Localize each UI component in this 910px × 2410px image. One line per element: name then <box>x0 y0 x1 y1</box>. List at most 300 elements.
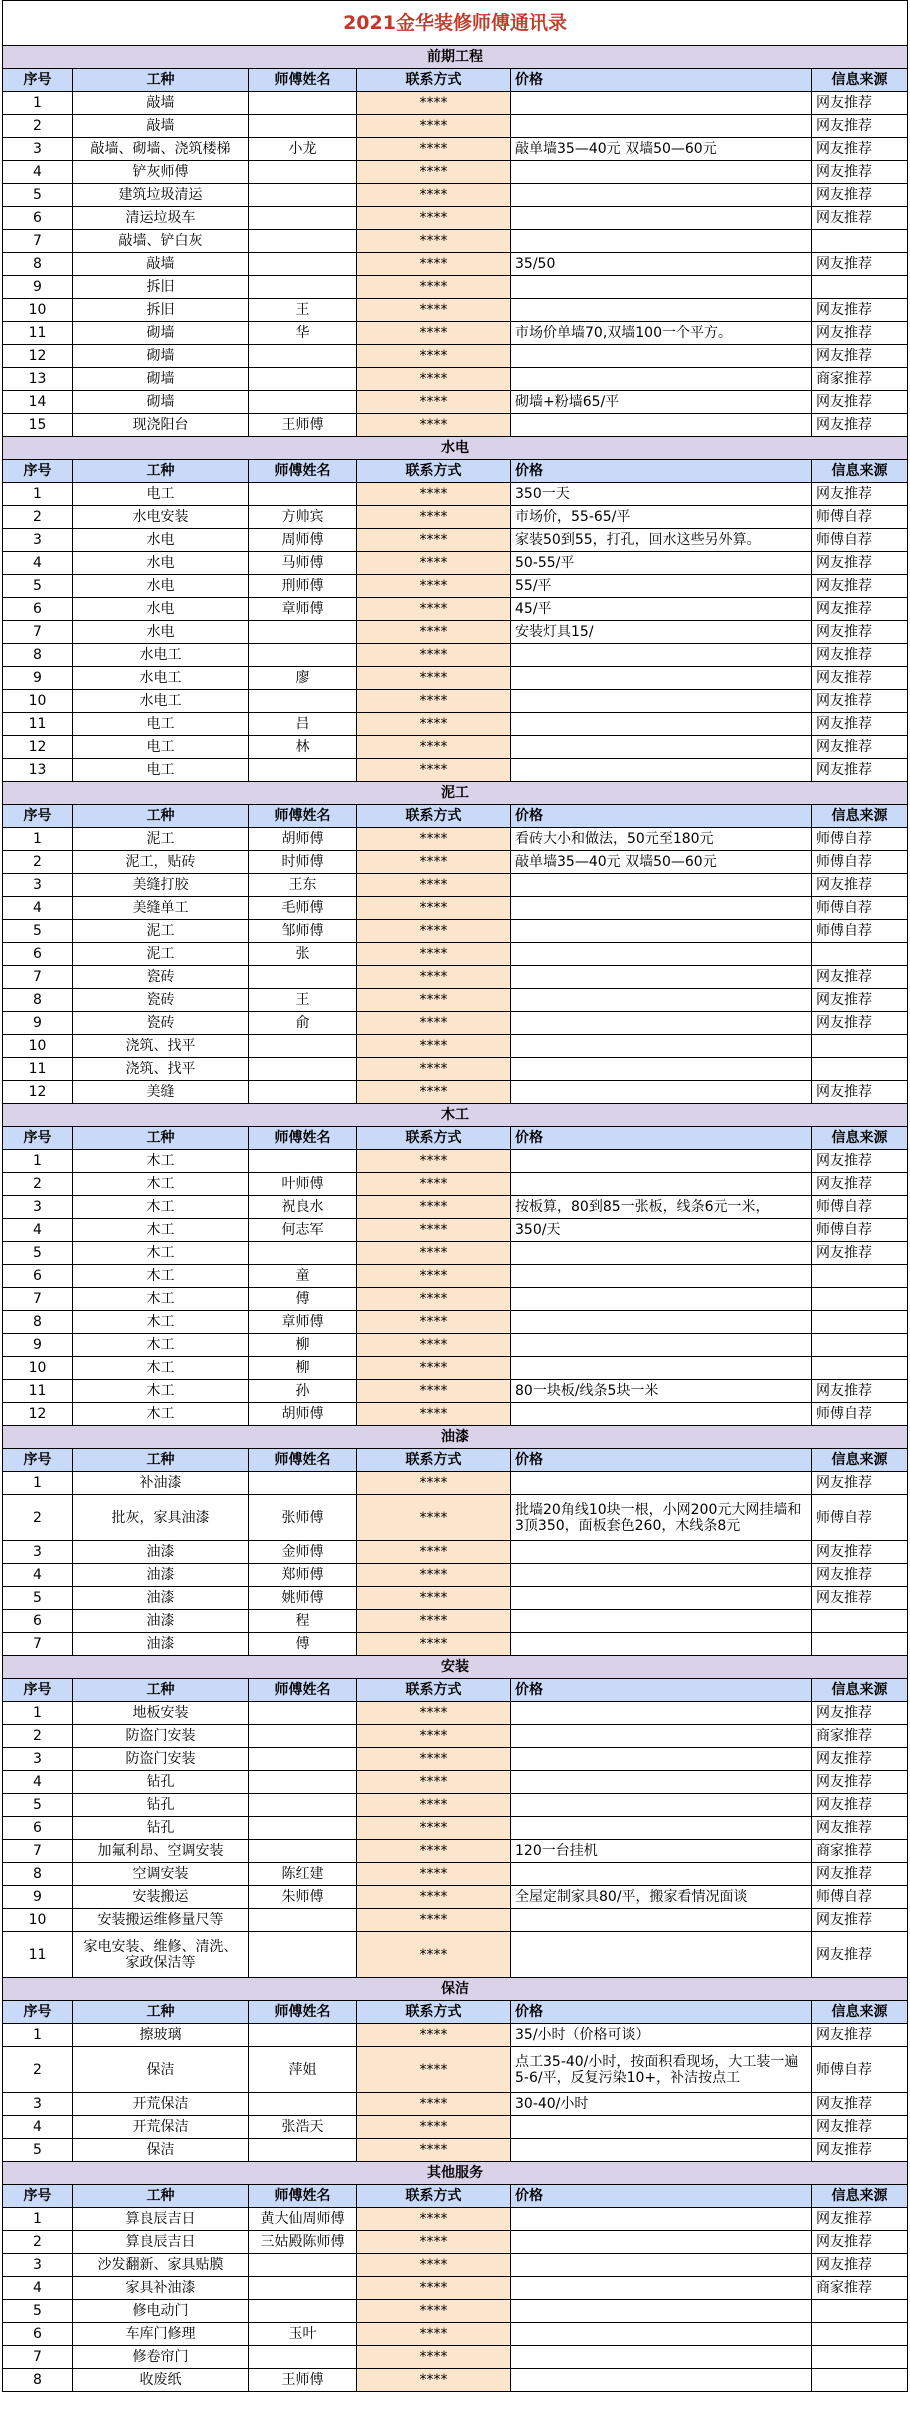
cell-name[interactable]: 祝良水 <box>249 1196 357 1219</box>
cell-no[interactable]: 2 <box>3 2231 73 2254</box>
cell-trade[interactable]: 家电安装、维修、清洗、家政保洁等 <box>73 1932 249 1978</box>
cell-price[interactable] <box>511 207 812 230</box>
section-title[interactable]: 水电 <box>3 437 908 460</box>
column-header-no[interactable]: 序号 <box>3 69 73 92</box>
cell-no[interactable]: 5 <box>3 1794 73 1817</box>
cell-trade[interactable]: 敲墙、铲白灰 <box>73 230 249 253</box>
cell-contact[interactable]: **** <box>357 253 511 276</box>
cell-source[interactable]: 网友推荐 <box>812 1702 908 1725</box>
cell-contact[interactable]: **** <box>357 1702 511 1725</box>
cell-trade[interactable]: 水电 <box>73 529 249 552</box>
column-header-trade[interactable]: 工种 <box>73 1449 249 1472</box>
cell-trade[interactable]: 砌墙 <box>73 391 249 414</box>
cell-no[interactable]: 13 <box>3 759 73 782</box>
cell-no[interactable]: 11 <box>3 322 73 345</box>
cell-name[interactable] <box>249 1748 357 1771</box>
cell-name[interactable]: 傅 <box>249 1633 357 1656</box>
cell-contact[interactable]: **** <box>357 1886 511 1909</box>
column-header-trade[interactable]: 工种 <box>73 1679 249 1702</box>
cell-source[interactable]: 网友推荐 <box>812 1932 908 1978</box>
cell-name[interactable]: 俞 <box>249 1012 357 1035</box>
cell-no[interactable]: 12 <box>3 1403 73 1426</box>
cell-trade[interactable]: 敲墙、砌墙、浇筑楼梯 <box>73 138 249 161</box>
cell-trade[interactable]: 美缝打胶 <box>73 874 249 897</box>
cell-price[interactable] <box>511 1610 812 1633</box>
column-header-trade[interactable]: 工种 <box>73 805 249 828</box>
cell-price[interactable] <box>511 1173 812 1196</box>
cell-no[interactable]: 3 <box>3 1196 73 1219</box>
cell-contact[interactable]: **** <box>357 1748 511 1771</box>
cell-source[interactable]: 网友推荐 <box>812 345 908 368</box>
cell-name[interactable]: 朱师傅 <box>249 1886 357 1909</box>
cell-trade[interactable]: 水电安装 <box>73 506 249 529</box>
cell-no[interactable]: 4 <box>3 1564 73 1587</box>
cell-source[interactable]: 师傅自荐 <box>812 851 908 874</box>
cell-trade[interactable]: 木工 <box>73 1150 249 1173</box>
cell-price[interactable] <box>511 1265 812 1288</box>
cell-trade[interactable]: 开荒保洁 <box>73 2093 249 2116</box>
section-title[interactable]: 木工 <box>3 1104 908 1127</box>
cell-contact[interactable]: **** <box>357 1587 511 1610</box>
column-header-price[interactable]: 价格 <box>511 2185 812 2208</box>
cell-no[interactable]: 3 <box>3 1541 73 1564</box>
cell-source[interactable]: 网友推荐 <box>812 391 908 414</box>
cell-name[interactable]: 柳 <box>249 1357 357 1380</box>
cell-name[interactable]: 小龙 <box>249 138 357 161</box>
cell-trade[interactable]: 批灰，家具油漆 <box>73 1495 249 1541</box>
cell-contact[interactable]: **** <box>357 1058 511 1081</box>
cell-contact[interactable]: **** <box>357 1610 511 1633</box>
cell-no[interactable]: 5 <box>3 184 73 207</box>
cell-price[interactable] <box>511 1150 812 1173</box>
cell-trade[interactable]: 美缝 <box>73 1081 249 1104</box>
cell-contact[interactable]: **** <box>357 184 511 207</box>
cell-source[interactable]: 网友推荐 <box>812 414 908 437</box>
cell-name[interactable]: 章师傅 <box>249 1311 357 1334</box>
cell-no[interactable]: 5 <box>3 2300 73 2323</box>
page-title[interactable]: 2021金华装修师傅通讯录 <box>3 1 908 46</box>
cell-source[interactable]: 网友推荐 <box>812 1587 908 1610</box>
cell-name[interactable] <box>249 276 357 299</box>
cell-no[interactable]: 4 <box>3 2116 73 2139</box>
cell-contact[interactable]: **** <box>357 1311 511 1334</box>
cell-source[interactable]: 网友推荐 <box>812 2254 908 2277</box>
cell-source[interactable]: 师傅自荐 <box>812 920 908 943</box>
cell-no[interactable]: 8 <box>3 644 73 667</box>
cell-no[interactable]: 6 <box>3 1265 73 1288</box>
cell-no[interactable]: 10 <box>3 299 73 322</box>
cell-source[interactable]: 网友推荐 <box>812 1748 908 1771</box>
cell-name[interactable] <box>249 1840 357 1863</box>
cell-price[interactable] <box>511 1633 812 1656</box>
cell-no[interactable]: 9 <box>3 1012 73 1035</box>
cell-price[interactable] <box>511 644 812 667</box>
cell-contact[interactable]: **** <box>357 115 511 138</box>
cell-contact[interactable]: **** <box>357 552 511 575</box>
cell-name[interactable] <box>249 253 357 276</box>
cell-trade[interactable]: 木工 <box>73 1242 249 1265</box>
cell-contact[interactable]: **** <box>357 161 511 184</box>
cell-price[interactable]: 点工35-40/小时，按面积看现场，大工装一遍5-6/平，反复污染10+，补洁按点工 <box>511 2047 812 2093</box>
cell-contact[interactable]: **** <box>357 667 511 690</box>
cell-no[interactable]: 9 <box>3 276 73 299</box>
cell-price[interactable] <box>511 1058 812 1081</box>
column-header-source[interactable]: 信息来源 <box>812 1679 908 1702</box>
cell-contact[interactable]: **** <box>357 690 511 713</box>
cell-contact[interactable]: **** <box>357 1081 511 1104</box>
cell-trade[interactable]: 水电工 <box>73 644 249 667</box>
cell-price[interactable] <box>511 1794 812 1817</box>
cell-source[interactable]: 商家推荐 <box>812 2277 908 2300</box>
cell-price[interactable] <box>511 299 812 322</box>
cell-no[interactable]: 2 <box>3 1173 73 1196</box>
cell-price[interactable]: 敲单墙35—40元 双墙50—60元 <box>511 851 812 874</box>
cell-trade[interactable]: 敲墙 <box>73 92 249 115</box>
cell-price[interactable]: 120一台挂机 <box>511 1840 812 1863</box>
cell-name[interactable]: 王师傅 <box>249 2369 357 2392</box>
cell-source[interactable]: 网友推荐 <box>812 1817 908 1840</box>
cell-contact[interactable]: **** <box>357 276 511 299</box>
cell-contact[interactable]: **** <box>357 966 511 989</box>
cell-price[interactable] <box>511 1702 812 1725</box>
cell-name[interactable]: 毛师傅 <box>249 897 357 920</box>
cell-contact[interactable]: **** <box>357 2346 511 2369</box>
cell-source[interactable]: 网友推荐 <box>812 575 908 598</box>
cell-source[interactable]: 师傅自荐 <box>812 1219 908 1242</box>
cell-trade[interactable]: 木工 <box>73 1380 249 1403</box>
cell-trade[interactable]: 空调安装 <box>73 1863 249 1886</box>
cell-trade[interactable]: 水电 <box>73 598 249 621</box>
cell-trade[interactable]: 水电 <box>73 575 249 598</box>
cell-source[interactable] <box>812 1311 908 1334</box>
cell-trade[interactable]: 地板安装 <box>73 1702 249 1725</box>
cell-price[interactable]: 按板算，80到85一张板，线条6元一米， <box>511 1196 812 1219</box>
cell-no[interactable]: 5 <box>3 2139 73 2162</box>
cell-price[interactable] <box>511 2369 812 2392</box>
cell-price[interactable] <box>511 989 812 1012</box>
cell-contact[interactable]: **** <box>357 736 511 759</box>
cell-trade[interactable]: 敲墙 <box>73 253 249 276</box>
column-header-contact[interactable]: 联系方式 <box>357 1679 511 1702</box>
cell-source[interactable]: 网友推荐 <box>812 1771 908 1794</box>
cell-source[interactable]: 网友推荐 <box>812 1794 908 1817</box>
cell-name[interactable]: 傅 <box>249 1288 357 1311</box>
cell-contact[interactable]: **** <box>357 1242 511 1265</box>
cell-source[interactable]: 师傅自荐 <box>812 1403 908 1426</box>
cell-contact[interactable]: **** <box>357 1334 511 1357</box>
cell-no[interactable]: 2 <box>3 506 73 529</box>
cell-trade[interactable]: 砌墙 <box>73 368 249 391</box>
cell-no[interactable]: 12 <box>3 736 73 759</box>
cell-no[interactable]: 5 <box>3 1242 73 1265</box>
cell-price[interactable]: 50-55/平 <box>511 552 812 575</box>
cell-contact[interactable]: **** <box>357 506 511 529</box>
cell-contact[interactable]: **** <box>357 2323 511 2346</box>
cell-name[interactable]: 胡师傅 <box>249 828 357 851</box>
cell-source[interactable] <box>812 2323 908 2346</box>
cell-contact[interactable]: **** <box>357 1288 511 1311</box>
cell-contact[interactable]: **** <box>357 2093 511 2116</box>
cell-name[interactable]: 程 <box>249 1610 357 1633</box>
cell-price[interactable] <box>511 2254 812 2277</box>
cell-trade[interactable]: 木工 <box>73 1403 249 1426</box>
cell-contact[interactable]: **** <box>357 1265 511 1288</box>
cell-trade[interactable]: 泥工 <box>73 920 249 943</box>
cell-trade[interactable]: 水电工 <box>73 690 249 713</box>
cell-contact[interactable]: **** <box>357 874 511 897</box>
cell-price[interactable] <box>511 1587 812 1610</box>
cell-source[interactable]: 网友推荐 <box>812 1380 908 1403</box>
cell-no[interactable]: 4 <box>3 161 73 184</box>
cell-name[interactable]: 张师傅 <box>249 1495 357 1541</box>
column-header-source[interactable]: 信息来源 <box>812 1449 908 1472</box>
cell-trade[interactable]: 拆旧 <box>73 276 249 299</box>
cell-price[interactable] <box>511 276 812 299</box>
cell-price[interactable]: 55/平 <box>511 575 812 598</box>
column-header-price[interactable]: 价格 <box>511 1679 812 1702</box>
cell-no[interactable]: 2 <box>3 1725 73 1748</box>
section-title[interactable]: 其他服务 <box>3 2162 908 2185</box>
column-header-name[interactable]: 师傅姓名 <box>249 2001 357 2024</box>
column-header-contact[interactable]: 联系方式 <box>357 69 511 92</box>
cell-trade[interactable]: 浇筑、找平 <box>73 1058 249 1081</box>
column-header-price[interactable]: 价格 <box>511 1449 812 1472</box>
cell-source[interactable]: 网友推荐 <box>812 138 908 161</box>
cell-no[interactable]: 13 <box>3 368 73 391</box>
cell-contact[interactable]: **** <box>357 575 511 598</box>
cell-trade[interactable]: 木工 <box>73 1311 249 1334</box>
cell-name[interactable] <box>249 966 357 989</box>
cell-name[interactable]: 马师傅 <box>249 552 357 575</box>
cell-contact[interactable]: **** <box>357 1794 511 1817</box>
cell-no[interactable]: 2 <box>3 2047 73 2093</box>
cell-source[interactable] <box>812 2369 908 2392</box>
cell-trade[interactable]: 泥工 <box>73 828 249 851</box>
cell-name[interactable]: 方帅宾 <box>249 506 357 529</box>
cell-contact[interactable]: **** <box>357 138 511 161</box>
cell-no[interactable]: 1 <box>3 1150 73 1173</box>
cell-trade[interactable]: 防盗门安装 <box>73 1748 249 1771</box>
cell-source[interactable] <box>812 1288 908 1311</box>
cell-price[interactable] <box>511 667 812 690</box>
cell-name[interactable] <box>249 1150 357 1173</box>
cell-name[interactable] <box>249 115 357 138</box>
cell-price[interactable] <box>511 943 812 966</box>
cell-price[interactable]: 敲单墙35—40元 双墙50—60元 <box>511 138 812 161</box>
cell-price[interactable] <box>511 1472 812 1495</box>
column-header-no[interactable]: 序号 <box>3 1127 73 1150</box>
cell-name[interactable] <box>249 1035 357 1058</box>
cell-trade[interactable]: 沙发翻新、家具贴膜 <box>73 2254 249 2277</box>
cell-trade[interactable]: 钻孔 <box>73 1794 249 1817</box>
column-header-name[interactable]: 师傅姓名 <box>249 1679 357 1702</box>
cell-no[interactable]: 6 <box>3 598 73 621</box>
cell-name[interactable] <box>249 92 357 115</box>
cell-source[interactable]: 网友推荐 <box>812 667 908 690</box>
cell-contact[interactable]: **** <box>357 1357 511 1380</box>
cell-contact[interactable]: **** <box>357 759 511 782</box>
cell-no[interactable]: 5 <box>3 1587 73 1610</box>
cell-contact[interactable]: **** <box>357 483 511 506</box>
column-header-name[interactable]: 师傅姓名 <box>249 69 357 92</box>
cell-contact[interactable]: **** <box>357 529 511 552</box>
cell-price[interactable]: 80一块板/线条5块一米 <box>511 1380 812 1403</box>
cell-name[interactable] <box>249 1932 357 1978</box>
cell-price[interactable] <box>511 690 812 713</box>
cell-no[interactable]: 4 <box>3 2277 73 2300</box>
cell-trade[interactable]: 清运垃圾车 <box>73 207 249 230</box>
cell-price[interactable]: 安装灯具15/ <box>511 621 812 644</box>
cell-price[interactable]: 市场价单墙70,双墙100一个平方。 <box>511 322 812 345</box>
section-title[interactable]: 油漆 <box>3 1426 908 1449</box>
cell-name[interactable] <box>249 2139 357 2162</box>
cell-trade[interactable]: 木工 <box>73 1219 249 1242</box>
cell-source[interactable]: 师傅自荐 <box>812 506 908 529</box>
cell-source[interactable]: 网友推荐 <box>812 2116 908 2139</box>
cell-no[interactable]: 6 <box>3 943 73 966</box>
cell-trade[interactable]: 木工 <box>73 1288 249 1311</box>
cell-contact[interactable]: **** <box>357 851 511 874</box>
cell-no[interactable]: 3 <box>3 874 73 897</box>
cell-no[interactable]: 8 <box>3 253 73 276</box>
cell-name[interactable] <box>249 1081 357 1104</box>
cell-source[interactable]: 网友推荐 <box>812 989 908 1012</box>
cell-price[interactable]: 35/小时（价格可谈） <box>511 2024 812 2047</box>
cell-contact[interactable]: **** <box>357 1150 511 1173</box>
cell-price[interactable] <box>511 897 812 920</box>
cell-no[interactable]: 7 <box>3 230 73 253</box>
cell-contact[interactable]: **** <box>357 345 511 368</box>
cell-name[interactable]: 邹师傅 <box>249 920 357 943</box>
cell-source[interactable]: 网友推荐 <box>812 598 908 621</box>
cell-trade[interactable]: 电工 <box>73 713 249 736</box>
cell-trade[interactable]: 算良辰吉日 <box>73 2208 249 2231</box>
cell-trade[interactable]: 安装搬运 <box>73 1886 249 1909</box>
cell-source[interactable]: 网友推荐 <box>812 2231 908 2254</box>
cell-no[interactable]: 4 <box>3 1771 73 1794</box>
cell-price[interactable] <box>511 345 812 368</box>
cell-name[interactable] <box>249 1794 357 1817</box>
cell-no[interactable]: 7 <box>3 1288 73 1311</box>
cell-trade[interactable]: 泥工，贴砖 <box>73 851 249 874</box>
column-header-trade[interactable]: 工种 <box>73 2185 249 2208</box>
cell-name[interactable]: 华 <box>249 322 357 345</box>
cell-source[interactable]: 网友推荐 <box>812 92 908 115</box>
cell-trade[interactable]: 浇筑、找平 <box>73 1035 249 1058</box>
column-header-name[interactable]: 师傅姓名 <box>249 805 357 828</box>
cell-price[interactable]: 家装50到55，打孔，回水这些另外算。 <box>511 529 812 552</box>
column-header-contact[interactable]: 联系方式 <box>357 1127 511 1150</box>
cell-contact[interactable]: **** <box>357 1840 511 1863</box>
cell-source[interactable] <box>812 1265 908 1288</box>
cell-name[interactable] <box>249 2093 357 2116</box>
cell-price[interactable] <box>511 1012 812 1035</box>
cell-no[interactable]: 1 <box>3 1472 73 1495</box>
cell-price[interactable] <box>511 368 812 391</box>
cell-price[interactable]: 350/天 <box>511 1219 812 1242</box>
cell-contact[interactable]: **** <box>357 598 511 621</box>
cell-price[interactable] <box>511 2116 812 2139</box>
cell-price[interactable] <box>511 1288 812 1311</box>
cell-trade[interactable]: 泥工 <box>73 943 249 966</box>
cell-contact[interactable]: **** <box>357 1035 511 1058</box>
column-header-no[interactable]: 序号 <box>3 805 73 828</box>
cell-contact[interactable]: **** <box>357 1196 511 1219</box>
cell-source[interactable] <box>812 1610 908 1633</box>
cell-price[interactable]: 35/50 <box>511 253 812 276</box>
column-header-source[interactable]: 信息来源 <box>812 805 908 828</box>
cell-name[interactable]: 刑师傅 <box>249 575 357 598</box>
cell-trade[interactable]: 车库门修理 <box>73 2323 249 2346</box>
column-header-no[interactable]: 序号 <box>3 2001 73 2024</box>
cell-trade[interactable]: 木工 <box>73 1334 249 1357</box>
cell-source[interactable]: 师傅自荐 <box>812 1196 908 1219</box>
cell-trade[interactable]: 水电 <box>73 621 249 644</box>
cell-source[interactable]: 网友推荐 <box>812 115 908 138</box>
cell-source[interactable] <box>812 1633 908 1656</box>
cell-trade[interactable]: 水电工 <box>73 667 249 690</box>
cell-price[interactable] <box>511 2346 812 2369</box>
cell-price[interactable]: 市场价，55-65/平 <box>511 506 812 529</box>
cell-no[interactable]: 7 <box>3 621 73 644</box>
cell-source[interactable]: 师傅自荐 <box>812 897 908 920</box>
cell-price[interactable] <box>511 1311 812 1334</box>
cell-no[interactable]: 1 <box>3 92 73 115</box>
cell-source[interactable]: 网友推荐 <box>812 483 908 506</box>
cell-source[interactable]: 师傅自荐 <box>812 1886 908 1909</box>
cell-name[interactable]: 黄大仙周师傅 <box>249 2208 357 2231</box>
cell-trade[interactable]: 算良辰吉日 <box>73 2231 249 2254</box>
cell-trade[interactable]: 保洁 <box>73 2139 249 2162</box>
cell-no[interactable]: 4 <box>3 897 73 920</box>
cell-trade[interactable]: 补油漆 <box>73 1472 249 1495</box>
cell-name[interactable]: 张 <box>249 943 357 966</box>
cell-no[interactable]: 9 <box>3 1886 73 1909</box>
cell-no[interactable]: 7 <box>3 1840 73 1863</box>
cell-contact[interactable]: **** <box>357 207 511 230</box>
cell-source[interactable]: 网友推荐 <box>812 1012 908 1035</box>
cell-contact[interactable]: **** <box>357 2208 511 2231</box>
cell-trade[interactable]: 油漆 <box>73 1633 249 1656</box>
cell-name[interactable]: 周师傅 <box>249 529 357 552</box>
cell-no[interactable]: 3 <box>3 2254 73 2277</box>
cell-name[interactable]: 时师傅 <box>249 851 357 874</box>
section-title[interactable]: 泥工 <box>3 782 908 805</box>
cell-source[interactable]: 商家推荐 <box>812 368 908 391</box>
cell-price[interactable] <box>511 230 812 253</box>
cell-contact[interactable]: **** <box>357 322 511 345</box>
cell-price[interactable] <box>511 2277 812 2300</box>
cell-price[interactable] <box>511 414 812 437</box>
cell-trade[interactable]: 电工 <box>73 759 249 782</box>
cell-no[interactable]: 3 <box>3 2093 73 2116</box>
column-header-price[interactable]: 价格 <box>511 2001 812 2024</box>
cell-trade[interactable]: 安装搬运维修量尺等 <box>73 1909 249 1932</box>
cell-price[interactable]: 350一天 <box>511 483 812 506</box>
cell-name[interactable] <box>249 1472 357 1495</box>
cell-source[interactable]: 网友推荐 <box>812 713 908 736</box>
column-header-price[interactable]: 价格 <box>511 805 812 828</box>
cell-no[interactable]: 2 <box>3 115 73 138</box>
cell-name[interactable] <box>249 1242 357 1265</box>
cell-price[interactable]: 全屋定制家具80/平，搬家看情况面谈 <box>511 1886 812 1909</box>
cell-source[interactable]: 网友推荐 <box>812 736 908 759</box>
column-header-contact[interactable]: 联系方式 <box>357 2001 511 2024</box>
cell-no[interactable]: 6 <box>3 207 73 230</box>
cell-contact[interactable]: **** <box>357 897 511 920</box>
cell-name[interactable]: 林 <box>249 736 357 759</box>
cell-source[interactable]: 网友推荐 <box>812 1909 908 1932</box>
